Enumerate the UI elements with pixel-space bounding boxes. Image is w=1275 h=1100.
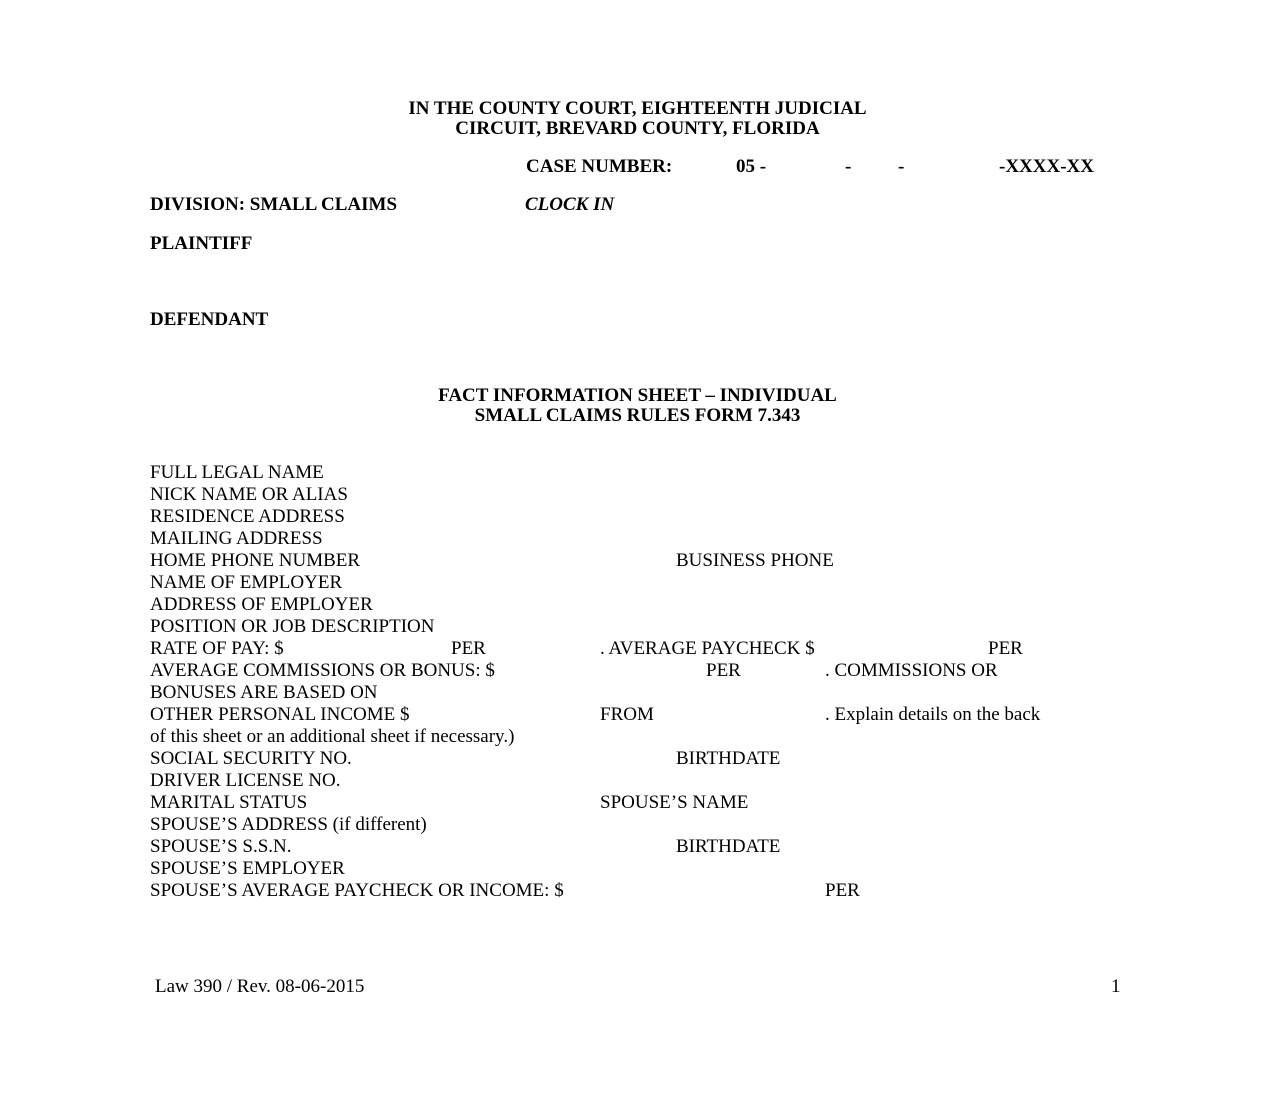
case-number-suffix: -XXXX-XX <box>999 156 1094 177</box>
explain-details-continued: of this sheet or an additional sheet if necessary.) <box>150 726 515 747</box>
form-revision-footer: Law 390 / Rev. 08-06-2015 <box>155 976 365 997</box>
spouse-income-per-label: PER <box>825 880 860 901</box>
plaintiff-label: PLAINTIFF <box>150 233 253 254</box>
clock-in-label: CLOCK IN <box>525 194 615 215</box>
commissions-per-label: PER <box>706 660 741 681</box>
driver-license-label: DRIVER LICENSE NO. <box>150 770 341 791</box>
nick-name-label: NICK NAME OR ALIAS <box>150 484 348 505</box>
mailing-address-label: MAILING ADDRESS <box>150 528 323 549</box>
full-legal-name-label: FULL LEGAL NAME <box>150 462 324 483</box>
position-label: POSITION OR JOB DESCRIPTION <box>150 616 435 637</box>
case-number-label: CASE NUMBER: <box>526 156 673 177</box>
spouse-employer-label: SPOUSE’S EMPLOYER <box>150 858 345 879</box>
form-title-line-2: SMALL CLAIMS RULES FORM 7.343 <box>474 405 801 426</box>
form-title-line-1: FACT INFORMATION SHEET – INDIVIDUAL <box>438 385 837 406</box>
case-number-prefix: 05 - <box>736 156 767 177</box>
residence-address-label: RESIDENCE ADDRESS <box>150 506 345 527</box>
spouse-ssn-label: SPOUSE’S S.S.N. <box>150 836 292 857</box>
home-phone-label: HOME PHONE NUMBER <box>150 550 361 571</box>
marital-status-label: MARITAL STATUS <box>150 792 308 813</box>
birthdate-label: BIRTHDATE <box>676 748 781 769</box>
case-number-dash-2: - <box>898 156 905 177</box>
division-label: DIVISION: SMALL CLAIMS <box>150 194 398 215</box>
case-number-dash-1: - <box>845 156 852 177</box>
court-title-line-1: IN THE COUNTY COURT, EIGHTEENTH JUDICIAL <box>408 98 867 119</box>
spouse-address-label: SPOUSE’S ADDRESS (if different) <box>150 814 427 835</box>
commissions-or-label: . COMMISSIONS OR <box>825 660 998 681</box>
employer-name-label: NAME OF EMPLOYER <box>150 572 343 593</box>
other-income-from-label: FROM <box>600 704 654 725</box>
spouse-name-label: SPOUSE’S NAME <box>600 792 749 813</box>
spouse-income-label: SPOUSE’S AVERAGE PAYCHECK OR INCOME: $ <box>150 880 564 901</box>
average-paycheck-per-label: PER <box>988 638 1023 659</box>
page-number: 1 <box>1111 976 1121 997</box>
court-title-line-2: CIRCUIT, BREVARD COUNTY, FLORIDA <box>455 118 820 139</box>
spouse-birthdate-label: BIRTHDATE <box>676 836 781 857</box>
business-phone-label: BUSINESS PHONE <box>676 550 834 571</box>
ssn-label: SOCIAL SECURITY NO. <box>150 748 352 769</box>
employer-address-label: ADDRESS OF EMPLOYER <box>150 594 373 615</box>
rate-of-pay-label: RATE OF PAY: $ <box>150 638 284 659</box>
other-income-label: OTHER PERSONAL INCOME $ <box>150 704 410 725</box>
bonuses-based-on-label: BONUSES ARE BASED ON <box>150 682 378 703</box>
average-commissions-label: AVERAGE COMMISSIONS OR BONUS: $ <box>150 660 495 681</box>
average-paycheck-label: . AVERAGE PAYCHECK $ <box>600 638 815 659</box>
rate-per-label: PER <box>451 638 486 659</box>
explain-details-label: . Explain details on the back <box>825 704 1041 725</box>
defendant-label: DEFENDANT <box>150 309 269 330</box>
